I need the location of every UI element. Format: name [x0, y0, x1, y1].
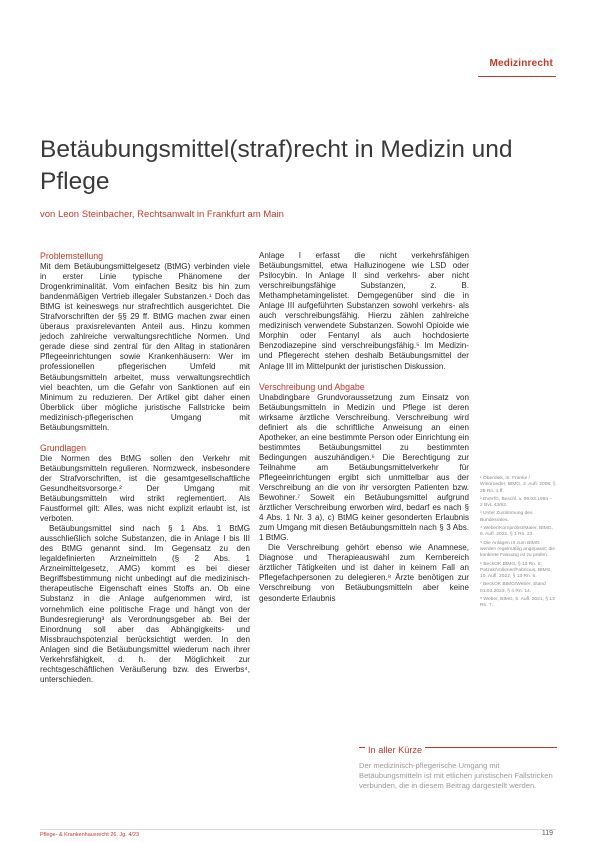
article-author: von Leon Steinbacher, Rechtsanwalt in Frankfurt am Main: [40, 209, 284, 220]
footnote: ⁶ BeckOK BtMG, § 13 Rn. 5; Patzak/Volkmer/Fabricius, BtMG, 10. Aufl. 2022, § 13 Rn. 6.: [480, 561, 552, 580]
footnote: ³ Unter Zustimmung des Bundesrates.: [480, 511, 533, 523]
footer-rule: [40, 829, 556, 830]
column-left: [40, 251, 250, 685]
column-right: [259, 251, 469, 604]
footnote: ⁸ Weber, BtMG, 6. Aufl. 2021, § 13 Rn. 7.: [480, 597, 555, 609]
summary-box: [359, 740, 557, 792]
category-rule: [478, 76, 556, 77]
paragraph-prescription-1: Unabdingbare Grundvoraussetzung zum Einsatz von Betäubungsmitteln in Medizin und Pflege ist deren wirksame ärztliche Verschreibung. Verschreibung wird definiert als die schriftliche Anweisung an einen Apotheker, an eine bestimmte Person oder Einrichtung ein bestimmtes Betäubungsmittel zu bestimmten Bedingungen auszuhändigen.⁶ Die Berechtigung zur Teilnahme am Betäubungsmittelverkehr für Pflegeeinrichtungen ergibt sich unmittelbar aus der Verschreibung an die von ihr versorgten Patienten bzw. Bewohner.⁷ Soweit ein Betäubungsmittel aufgrund ärztlicher Verschreibung erworben wird, bedarf es nach § 4 Abs. 1 Nr. 3 a), c) BtMG keiner gesonderten Erlaubnis zum Umgang mit diesen Betäubungsmitteln nach § 3 Abs. 1 BtMG.: [259, 392, 469, 543]
footnote: ⁴ Weber/Kornprobst/Maier, BtMG, 6. Aufl. 2021, § 1 Rn. 23.: [480, 526, 553, 538]
footnote: ⁷ BeckOK BtMG/Weber, Stand 01.03.2023, § 4 Rn. 14.: [480, 582, 546, 594]
footer-journal: Pflege- & Krankenhausrecht 26. Jg. 4/23: [40, 832, 140, 838]
section-heading-basics: Grundlagen: [40, 442, 86, 453]
page-number: 119: [541, 830, 553, 837]
paragraph-intro: Anlage I erfasst die nicht verkehrsfähigen Betäubungsmittel, etwa Halluzinogene wie LSD oder Psilocybin. In Anlage II sind verkehrs- aber nicht verschreibungsfähige Substanzen, z. B. Methamphetamingelistet. Demgegenüber sind die in Anlage III aufgeführten Substanzen sowohl verkehrs- als auch verschreibungsfähig. Hierzu zählen zahlreiche medizinisch verwendete Substanzen. Sowohl Opioide wie Morphin oder Fentanyl als auch hochdosierte Benzodiazepine sind verschreibungsfähig.⁵ Im Medizin- und Pflegerecht stehen deshalb Betäubungsmittel der Anlage III im Mittelpunkt der juristischen Diskussion.: [259, 251, 469, 371]
paragraph-problem: Mit dem Betäubungsmittelgesetz (BtMG) verbinden viele in erster Linie typische Phänomene der Drogenkriminalität. Vom einfachen Besitz bis hin zum bandenmäßigen Vertrieb illegaler Substanzen.¹ Doch das BtMG ist keineswegs nur strafrechtlich ausgerichtet. Die Strafvorschriften der §§ 29 ff. BtMG machen zwar einen überaus praxisrelevanten Anteil aus. Hinzu kommen jedoch zahlreiche verwaltungsrechtliche Normen. Und gerade diese sind zentral für den Alltag in stationären Pflegeeinrichtungen sowie Krankenhäusern: Wer im professionellen pflegerischen Umfeld mit Betäubungsmitteln arbeitet, muss verwaltungsrechtlich viel beachten, um die Gefahr von Sanktionen auf ein Minimum zu reduzieren. Der Artikel gibt daher einen Überblick über mögliche juristische Fallstricke beim medizinisch-pflegerischen Umgang mit Betäubungsmitteln.: [40, 262, 250, 432]
paragraph-basics-2: Betäubungsmittel sind nach § 1 Abs. 1 BtMG ausschließlich solche Substanzen, die in Anlage I bis III des BtMG genannt sind. Im Gegensatz zu den legaldefinierten Arzneimitteln (§ 2 Abs. 1 Arzneimittelgesetz, AMG) kommt es bei dieser Begriffsbestimmung nicht unbedingt auf die medizinisch-therapeutische Eigenschaft eines Stoffs an. Ob eine Substanz in die Anlage aufgenommen wird, ist vornehmlich eine politische Frage und hängt von der Bundesregierung³ als Verordnungsgeber ab. Bei der Einordnung soll aber das Abhängigkeits- und Missbrauchspotenzial berücksichtigt werden. In den Anlagen sind die Betäubungsmittel wiederum nach ihrer Verkehrsfähigkeit, d. h. der Möglichkeit zur rechtsgeschäftlichen Veräußerung bzw. des Erwerbs⁴, unterschieden.: [40, 524, 250, 684]
footnote: ⁵ Die Anlagen III zum BtMG werden regelmäßig angepasst; die konkrete Fassung ist zu prüfen.: [480, 540, 556, 559]
summary-text: Der medizinisch-pflegerische Umgang mit Betäubungsmitteln ist mit etlichen juristischen Fallstricken verbunden, die in diesem Beitrag dargestellt werden.: [359, 761, 553, 791]
footnotes: [480, 476, 556, 612]
paragraph-basics-1: Die Normen des BtMG sollen den Verkehr mit Betäubungsmitteln regulieren. Normzweck, insbesondere der Strafvorschriften, ist die gesamtgesellschaftliche Gesundheitsvorsorge.² Der Umgang mit Betäubungsmitteln wird strikt reglementiert. Als Faustformel gilt: Alles, was nicht explizit erlaubt ist, ist verboten.: [40, 453, 250, 524]
paragraph-prescription-2: Die Verschreibung gehört ebenso wie Anamnese, Diagnose und Therapieauswahl zum Kernbereich ärztlicher Tätigkeiten und ist daher in keinem Fall an Pflegefachpersonen zu delegieren.⁸ Ärzte benötigen zur Verschreibung von Betäubungsmitteln aber keine gesonderte Erlaubnis: [259, 543, 469, 603]
footnote: ² BVerfG, Beschl. v. 09.03.1994 – 2 BvL 43/92.: [480, 496, 553, 509]
article-title: Betäubungsmittel(straf)recht in Medizin und Pflege: [40, 136, 513, 195]
summary-title: In aller Kürze: [365, 743, 425, 757]
section-heading-problem: Problemstellung: [40, 251, 104, 261]
category-label: Medizinrecht: [489, 58, 553, 69]
section-heading-prescription: Verschreibung und Abgabe: [259, 381, 365, 392]
footnote: ¹ Oberdiek, in: Franke / Wienroeder, BtMG, 3. Aufl. 2008, § 29 Rn. 1 ff.: [480, 476, 556, 494]
